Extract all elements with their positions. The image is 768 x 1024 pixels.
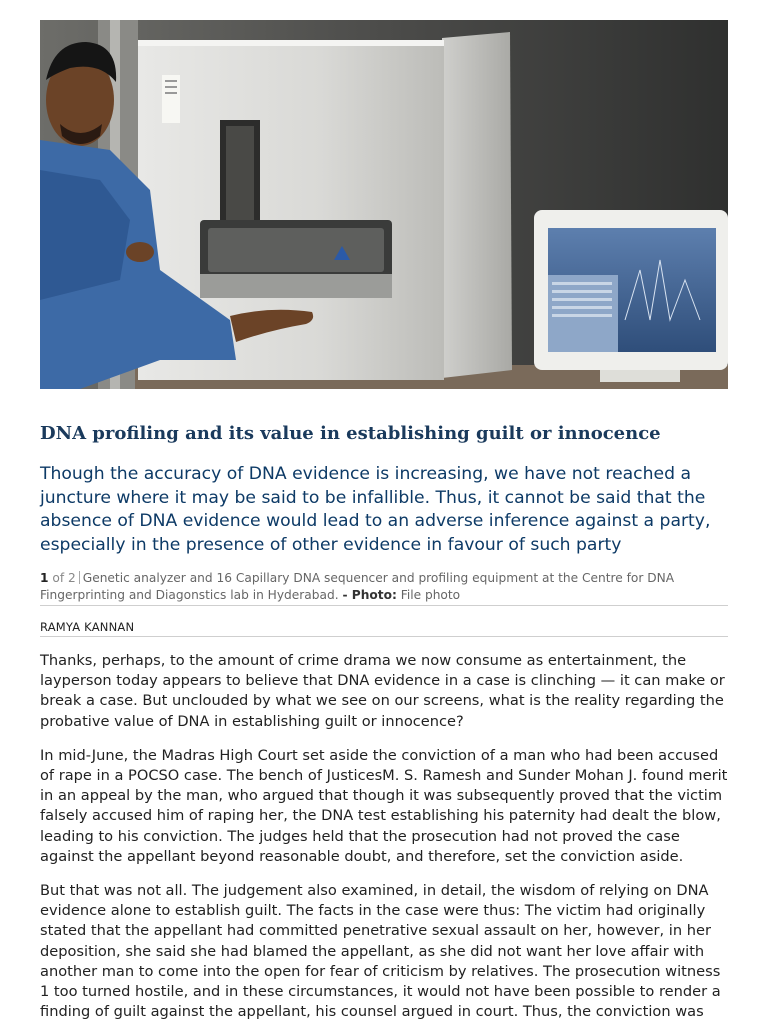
caption-photo-credit: File photo	[400, 588, 461, 602]
caption-text: Genetic analyzer and 16 Capillary DNA sequencer and profiling equipment at the Centre for DNA Fingerprinting and Diagonstics lab in Hyderabad.	[40, 571, 675, 602]
caption-total: of 2	[52, 571, 76, 585]
photo-caption	[40, 570, 730, 604]
body-paragraph: Thanks, perhaps, to the amount of crime drama we now consume as entertainment, the layperson today appears to believe that DNA evidence in a case is clinching — it can make or break a case. But unclouded by what we see on our screens, what is the reality regarding the probative value of DNA in establishing guilt or innocence?	[40, 652, 725, 730]
article-standfirst: Though the accuracy of DNA evidence is increasing, we have not reached a juncture where it may be said to be infallible. Thus, it cannot be said that the absence of DNA evidence would lead to an adverse inference against a party, especially in the presence of other evidence in favour of such party	[40, 464, 711, 555]
article-body	[40, 651, 730, 1024]
caption-photo-label: - Photo:	[342, 588, 397, 602]
article-headline: DNA profiling and its value in establishing guilt or innocence	[40, 423, 661, 444]
caption-divider-line	[40, 605, 728, 606]
body-paragraph: In mid-June, the Madras High Court set aside the conviction of a man who had been accused of rape in a POCSO case. The bench of JusticesM. S. Ramesh and Sunder Mohan J. found merit in an appeal by the man, who argued that though it was subsequently proved that the victim falsely accused him of raping her, the DNA test establishing his paternity had dealt the blow, leading to his conviction. The judges held that the prosecution had not proved the case against the appellant beyond reasonable doubt, and therefore, set the conviction aside.	[40, 746, 728, 865]
byline-divider-line	[40, 636, 728, 637]
caption-divider	[79, 571, 80, 584]
body-paragraph: But that was not all. The judgement also examined, in detail, the wisdom of relying on DNA evidence alone to establish guilt. The facts in the case were thus: The victim had originally stated that the appellant had committed penetrative sexual assault on her, however, in her deposition, she said she had blamed the appellant, as she did not want her love affair with another man to come into the open for fear of criticism by relatives. The prosecution witness 1 too turned hostile, and in these circumstances, it would not have been possible to render a finding of guilt against the appellant, his counsel argued in court. Thus, the conviction was	[40, 882, 721, 1021]
author-byline[interactable]: RAMYA KANNAN	[40, 620, 135, 634]
article-photo[interactable]	[40, 20, 728, 389]
lab-equipment-photo	[40, 20, 728, 389]
caption-current-index: 1	[40, 571, 49, 585]
